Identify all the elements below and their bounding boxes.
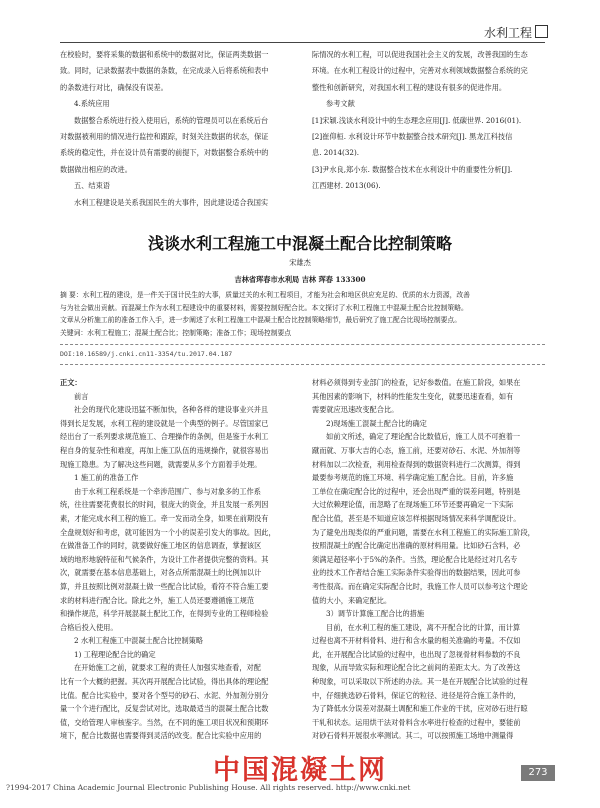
- body-right-column: [312, 376, 552, 743]
- text-line: 息. 2014(32).: [312, 148, 360, 158]
- previous-article-left-column: [60, 47, 300, 211]
- text-line: 算，并且按照比例对混凝土做一些配合比试验，看符不符合施工要: [60, 581, 269, 591]
- text-line: 正文：: [60, 378, 82, 387]
- text-line: 社会的现代化建设迅猛不断加快，各种各样的建设事业兴并且: [74, 405, 269, 415]
- text-line: 为了避免出现类似的严重问题，需要在水利工程施工的实际施工阶段，: [312, 527, 535, 537]
- text-line: 种现象，可以采取以下所述的办法。其一是在开展配合比试验的过程: [312, 677, 528, 687]
- text-line: 全盘规划好和考虑，就可能因为一个小的误差引发大的事故。因此，: [60, 527, 276, 537]
- text-line: 环境。在水利工程设计的过程中，完善对水利领域数据整合系统的完: [312, 66, 528, 76]
- text-line: 数据整合系统进行投入使用后，系统的管理员可以在系统后台: [74, 115, 269, 125]
- text-line: 工单位在确定配合比的过程中，还会出现严重的误差问题，特别是: [312, 486, 521, 496]
- text-line: [2]崔仰桓. 水利设计环节中数据整合技术研究[J]. 黑龙江科技信: [312, 132, 513, 142]
- text-line: 的条数进行对比，确保没有误差。: [60, 82, 168, 92]
- text-line: 蹴而就、万事大吉的心态，施工前，还要对砂石、水泥、外加剂等: [312, 445, 521, 455]
- text-line: 与为社会做出贡献。而混凝土作为水利工程建设中的重要材料，需要控制好配合比。本文探讨了水利工程施工中混凝土配合比控制策略。: [60, 303, 468, 312]
- text-line: 4.系统应用: [74, 99, 110, 109]
- section-icon: [535, 25, 548, 38]
- text-line: 江西建材. 2013(06).: [312, 181, 381, 191]
- text-line: 系统的稳定性，并在设计员有需要的前提下，对数据整合系统中的: [60, 148, 269, 158]
- text-line: 整性和创新研究，对我国水利工程的建设有很多的促进作用。: [312, 82, 507, 92]
- page-number: 273: [521, 765, 555, 781]
- text-line: 业的技术工作者结合施工实际条件实验得出的数据结果，因此可参: [312, 568, 521, 578]
- text-line: 目前，在水利工程的施工建设，离不开配合比的计算，而计算: [326, 622, 521, 632]
- abstract: [60, 289, 545, 327]
- author: 宋雄杰: [289, 258, 311, 267]
- text-line: 境下，配合比数据也需要得到灵活的改变。配合比实验中应用的: [60, 731, 262, 741]
- text-line: 配合比值，甚至是不知道应该怎样根据现场情况来科学调配设计。: [312, 513, 521, 523]
- text-line: 其他因素的影响下，材料的性能发生变化，就要迅速查看，如有: [312, 391, 514, 401]
- text-line: 1) 工程理论配合比的确定: [74, 649, 156, 659]
- text-line: 求的材料进行配合比。除此之外，施工人员还要遵循施工规范: [60, 595, 255, 605]
- doi: DOI:10.16589/j.cnki.cn11-3354/tu.2017.04.187: [60, 350, 233, 358]
- text-line: 数据做出相应的改进。: [60, 164, 132, 174]
- watermark-logo: 中国混凝土网: [213, 755, 387, 786]
- text-line: 域的地形地貌特征和气候条件，为设计工作者提供完整的资料。其: [60, 554, 269, 564]
- text-line: 1 施工前的准备工作: [74, 473, 139, 483]
- text-line: 参考文献: [326, 99, 355, 109]
- text-line: 由于水利工程系统是一个牵涉范围广、参与对象多的工作系: [74, 486, 261, 496]
- keywords: 关键词：水利工程施工；混凝土配合比；控制策略；准备工作；现场控制要点: [60, 329, 292, 337]
- text-line: 干轧和状态。运用烘干法对骨料含水率进行检查的过程中，要能前: [312, 717, 521, 727]
- journal-section-title: 水利工程: [483, 26, 532, 40]
- text-line: 值的大小，来确定配比。: [312, 595, 392, 605]
- text-line: 合格后投入使用。: [60, 622, 118, 632]
- text-line: 最要参考规范的施工环境、科学确定施工配合比。目前，许多施: [312, 473, 514, 483]
- text-line: 比值。配合比实验中，要对各个型号的砂石、水泥、外加剂分别分: [60, 690, 269, 700]
- text-line: 过程也离不开材料骨料、进行和含水量的相关准确的考量。不仅如: [312, 636, 521, 646]
- text-line: 2 水利工程施工中混凝土配合比控制策略: [74, 636, 204, 646]
- text-line: 如前文所述，确定了理论配合比数值后，施工人员不可抱着一: [326, 432, 521, 442]
- text-line: 3）调节计算施工配合比的措施: [326, 609, 425, 619]
- text-line: 中，仔细挑选砂石骨料，保证它的粒径、进径是符合施工条件的，: [312, 690, 521, 700]
- text-line: 现象，从而导致实际和理论配合比之前间的差距太大。为了改善这: [312, 663, 521, 673]
- text-line: [1]宋颖.浅谈水利设计中的生态理念应用[J]. 低碳世界. 2016(01).: [312, 115, 522, 125]
- text-line: 水利工程建设是关系我国民生的大事件，因此建设适合我国实: [74, 197, 269, 207]
- text-line: 摘 要：水利工程的建设，是一件关于国计民生的大事，质量过关的水利工程项目，才能为社会和地区供应充足的、优质的水力资源，改善: [60, 291, 470, 299]
- text-line: 2)现场施工混凝土配合比的确定: [326, 418, 427, 428]
- text-line: 五、结束语: [74, 181, 110, 191]
- divider-lower: [60, 364, 545, 365]
- text-line: 为了降低水分误差对混凝土调配和施工作业的干扰，应对砂石进行晾: [312, 704, 528, 714]
- text-line: 量一个个进行配比，反复尝试对比，选取最适当的混凝土配合比数: [60, 704, 269, 714]
- text-line: 现施工隐患。为了解决这些问题，就需要从多个方面着手处理。: [60, 459, 262, 469]
- text-line: 需要就应迅速改变配合比。: [312, 405, 399, 415]
- text-line: 值，交给管理人审核鉴字。当然，在不同的施工项目状况和预期环: [60, 717, 269, 727]
- text-line: 材料必须得到专业部门的检查，记好参数值。在施工阶段，如果在: [312, 378, 521, 387]
- text-line: 程自身的复杂性和难度，再加上施工队伍的违规操作，就很容易出: [60, 445, 269, 455]
- previous-article-right-column: [312, 47, 552, 195]
- text-line: 在开始施工之前，就要求工程的责任人加强实地查看，对配: [74, 663, 261, 673]
- text-line: 此，在开展配合比试验的过程中，也出现了忽视骨材料参数的不良: [312, 649, 521, 659]
- text-line: 比有一个大概的把握。其次再开展配合比试验，得出具体的理论配: [60, 677, 269, 687]
- text-line: 对砂石骨料开展很水率测试。其二，可以按照施工场地中测量得: [312, 731, 514, 741]
- text-line: 前言: [74, 391, 89, 401]
- text-line: 按照混凝土的配合比确定出准确的原材料用量。比如砂石含料，必: [312, 541, 521, 551]
- header-rule: [60, 42, 545, 43]
- text-line: 次，就需要在基本信息基础上，对各点所需混凝土的比例加以计: [60, 568, 262, 578]
- running-header: [484, 24, 548, 41]
- article-title: 浅谈水利工程施工中混凝土配合比控制策略: [147, 234, 452, 253]
- text-line: 际情况的水利工程，可以促进我国社会主义的发展，改善我国的生态: [312, 50, 528, 59]
- affiliation: 吉林省珲春市水利局 吉林 珲春 133300: [234, 275, 366, 284]
- text-line: 统，往往需要花费很长的时间，很庞大的资金，并且发展一系列因: [60, 500, 269, 510]
- divider-upper: [60, 344, 545, 345]
- text-line: 经出台了一系列要求规范施工、合理操作的条例，但是鉴于水利工: [60, 432, 269, 442]
- text-line: 考性很高。而在确定实际配合比时，我施工作人员可以参考这个理论: [312, 581, 528, 591]
- text-line: 大过依赖理论值，而忽略了在现场施工环节还要再确定一下实际: [312, 500, 514, 510]
- text-line: 须满足超径率小于5%的条件。当然，理论配合比是经过对几名专: [312, 554, 518, 564]
- body-left-column: [60, 376, 300, 743]
- text-line: 素，才能完成水利工程的施工。牵一发而动全身，如果在前期没有: [60, 513, 269, 523]
- text-line: 在校验时，要将采集的数据和系统中的数据对比，保证两类数据一: [60, 50, 269, 59]
- text-line: [3]尹水良,郑小东. 数据整合技术在水利设计中的重要性分析[J].: [312, 164, 513, 174]
- text-line: 得到长足发展，水利工程的建设就是一个典型的例子。尽管国家已: [60, 418, 269, 428]
- text-line: 在做准备工作的同时，就要做好施工地区的信息调查，掌握该区: [60, 541, 262, 551]
- text-line: 对数据被利用的情况进行监控和跟踪，时刻关注数据的状态，保证: [60, 132, 269, 142]
- text-line: 文章从分析施工前的准备工作入手，进一步阐述了水利工程施工中混凝土配合比控制策略细节，最后研究了施工配合比现场控制要点。: [60, 316, 462, 324]
- copyright-notice: ?1994-2017 China Academic Journal Electronic Publishing House. All rights reserved. http://www.cnki.net: [6, 783, 411, 792]
- text-line: 致。同时，记录数据表中数据的条数，在完成录入后将系统和表中: [60, 66, 269, 76]
- text-line: 和操作规范，科学开展混凝土配比工作，在得到专业的工程师检验: [60, 609, 269, 619]
- text-line: 材料加以二次检查，利用检查得到的数据资料进行二次测算，得到: [312, 459, 521, 469]
